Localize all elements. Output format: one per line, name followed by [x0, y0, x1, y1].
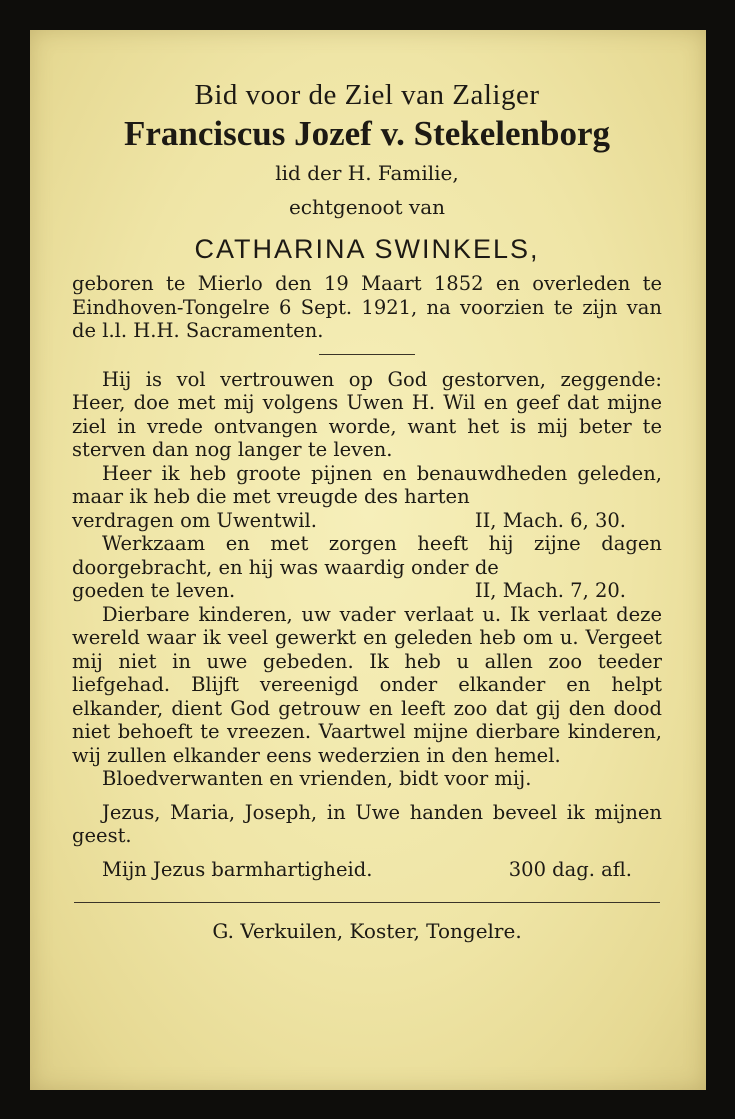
printer-credit: G. Verkuilen, Koster, Tongelre.: [212, 918, 522, 943]
paragraph-suffering-end: verdragen om Uwentwil.: [72, 508, 317, 532]
paragraph-work-end: goeden te leven.: [72, 579, 236, 602]
deceased-name: Franciscus Jozef v. Stekelenborg: [123, 114, 611, 153]
paragraph-work-last-line: [72, 579, 662, 603]
paragraph-jesus-mary-joseph: Jezus, Maria, Joseph, in Uwe handen beveel ik mijnen geest.: [72, 800, 662, 847]
closing-line: [72, 858, 662, 882]
paragraph-children: Dierbare kinderen, uw vader verlaat u. Ik verlaat deze wereld waar ik veel gewerkt en geleden heb om u. Vergeet mij niet in uwe gebeden. Ik heb u allen zoo teeder liefgehad. Blijft vereenigd onder elkander en helpt elkander, dient God getrouw en leeft zoo dat gij den dood niet behoeft te vreezen. Vaartwel mijne dierbare kinderen, wij zullen elkander eens wederzien in den hemel.: [72, 602, 662, 767]
scripture-reference: II, Mach. 6, 30.: [474, 508, 626, 532]
pray-line: Bid voor de Ziel van Zaliger: [194, 79, 540, 111]
paragraph-relatives: Bloedverwanten en vrienden, bidt voor mij.: [102, 767, 532, 790]
paragraph-work-text: Werkzaam en met zorgen heeft hij zijne dagen doorgebracht, en hij was waardig onder de: [72, 532, 662, 579]
closing-prayer: Mijn Jezus barmhartigheid.: [102, 857, 373, 881]
paragraph-faith: Hij is vol vertrouwen op God gestorven, zeggende: Heer, doe met mij volgens Uwen H. Wil en geef dat mijne ziel in vrede ontvangen worde, want het is mij beter te sterven dan nog langer te leven.: [72, 367, 662, 461]
family-line: lid der H. Familie,: [275, 161, 459, 185]
spouse-intro: echtgenoot van: [288, 195, 446, 219]
spacer: [72, 791, 662, 801]
paragraph-suffering: [72, 462, 662, 509]
scripture-reference: II, Mach. 7, 20.: [474, 579, 626, 602]
short-divider: [319, 354, 415, 355]
indulgence: 300 dag. afl.: [508, 857, 632, 881]
spouse-name: CATHARINA SWINKELS,: [194, 234, 540, 264]
paragraph-work: [72, 532, 662, 579]
paragraph-suffering-last-line: [72, 509, 662, 533]
card-content: [72, 78, 662, 944]
birth-death-text: geboren te Mierlo den 19 Maart 1852 en overleden te Eindhoven-Tongelre 6 Sept. 1921, na voorzien te zijn van de l.l. H.H. Sacramenten.: [72, 272, 662, 342]
long-divider: [74, 902, 660, 903]
prayer-card: [30, 30, 706, 1090]
paragraph-suffering-text: Heer ik heb groote pijnen en benauwdheden geleden, maar ik heb die met vreugde des harten: [72, 461, 662, 508]
